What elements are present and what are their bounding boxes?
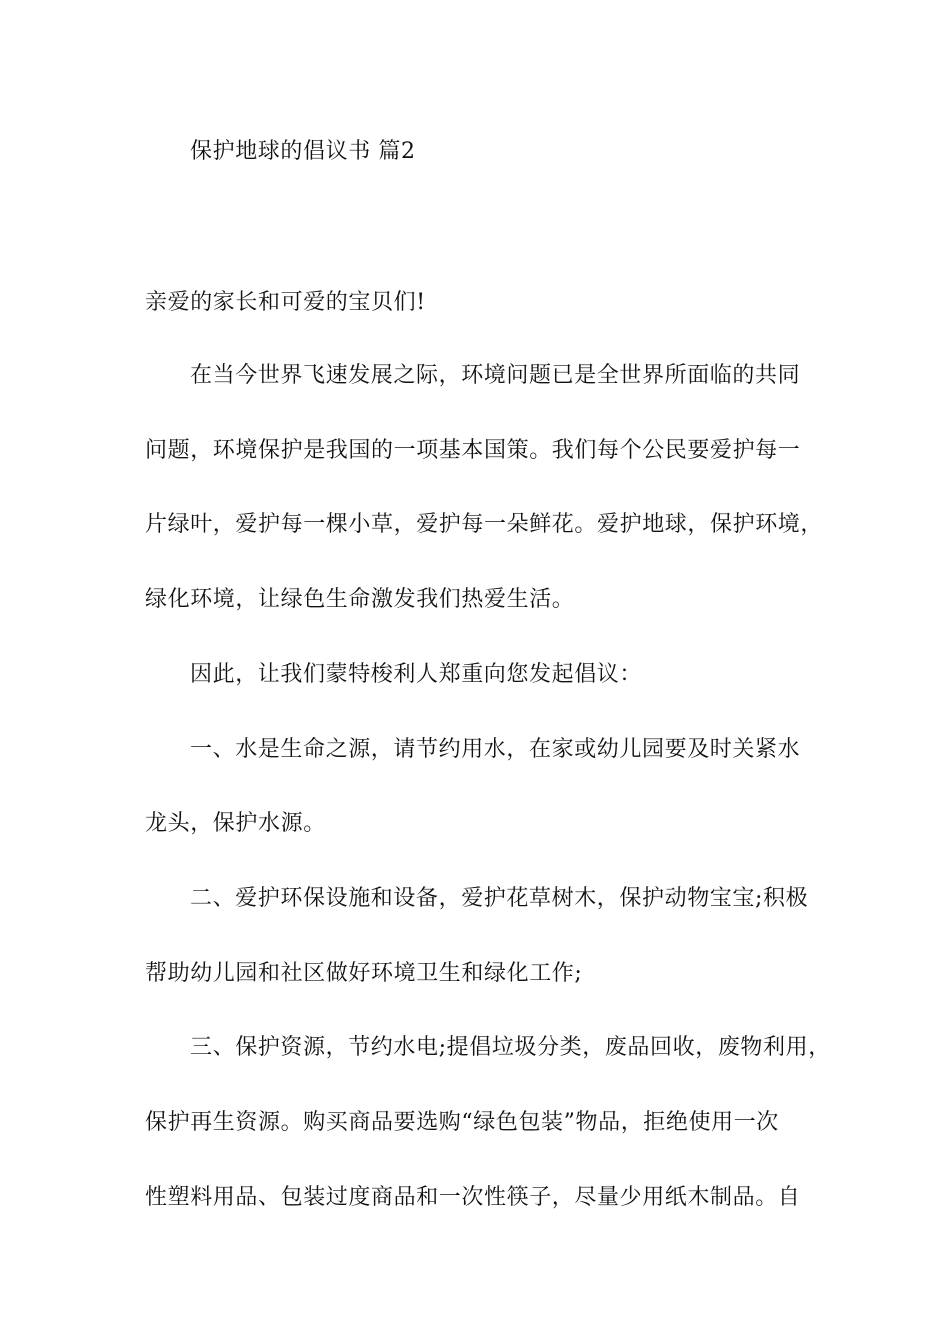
document-title: 保护地球的倡议书 篇2 — [190, 139, 416, 164]
paragraph-line: 片绿叶，爱护每一棵小草，爱护每一朵鲜花。爱护地球，保护环境， — [145, 512, 824, 537]
paragraph-line: 二、爱护环保设施和设备，爱护花草树木，保护动物宝宝;积极 — [190, 886, 809, 911]
paragraph-line: 绿化环境，让绿色生命激发我们热爱生活。 — [145, 587, 575, 612]
paragraph-line: 性塑料用品、包装过度商品和一次性筷子，尽量少用纸木制品。自 — [145, 1185, 801, 1210]
paragraph-line: 在当今世界飞速发展之际，环境问题已是全世界所面临的共同 — [190, 363, 801, 388]
paragraph-line: 因此，让我们蒙特梭利人郑重向您发起倡议： — [190, 662, 643, 687]
paragraph-line: 帮助幼儿园和社区做好环境卫生和绿化工作; — [145, 961, 583, 986]
paragraph-line: 一、水是生命之源，请节约用水，在家或幼儿园要及时关紧水 — [190, 737, 801, 762]
paragraph-line: 保护再生资源。购买商品要选购“绿色包装”物品，拒绝使用一次 — [145, 1110, 779, 1135]
paragraph-line: 龙头，保护水源。 — [145, 811, 326, 836]
greeting: 亲爱的家长和可爱的宝贝们! — [145, 290, 426, 315]
paragraph-line: 三、保护资源，节约水电;提倡垃圾分类，废品回收，废物利用， — [190, 1035, 831, 1060]
paragraph-line: 问题，环境保护是我国的一项基本国策。我们每个公民要爱护每一 — [145, 438, 801, 463]
